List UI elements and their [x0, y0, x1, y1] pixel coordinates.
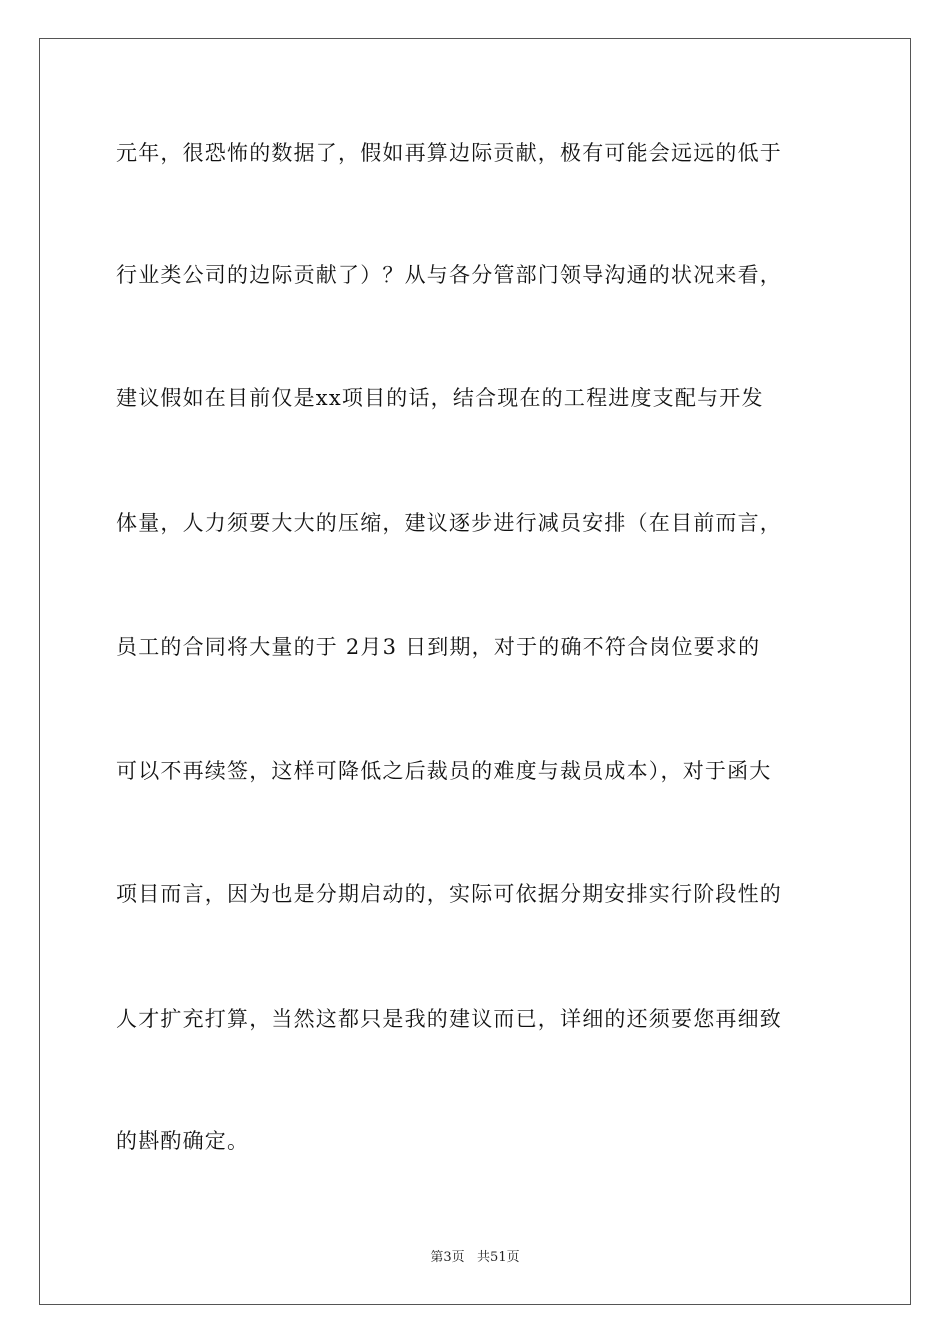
text-line-3: 建议假如在目前仅是xx项目的话，结合现在的工程进度支配与开发	[116, 386, 764, 410]
text-line-9: 的斟酌确定。	[116, 1129, 250, 1153]
text-line-4: 体量，人力须要大大的压缩，建议逐步进行减员安排（在目前而言，	[116, 511, 782, 535]
text-line-7: 项目而言，因为也是分期启动的，实际可依据分期安排实行阶段性的	[116, 882, 782, 906]
text-line-2: 行业类公司的边际贡献了）？从与各分管部门领导沟通的状况来看，	[116, 263, 782, 287]
text-line-5: 员工的合同将大量的于 2月3 日到期，对于的确不符合岗位要求的	[116, 635, 761, 659]
page-number-footer: 第3页 共51页	[430, 1250, 520, 1265]
text-line-1: 元年，很恐怖的数据了，假如再算边际贡献，极有可能会远远的低于	[116, 141, 782, 165]
text-line-8: 人才扩充打算，当然这都只是我的建议而已，详细的还须要您再细致	[116, 1007, 782, 1031]
page-border	[39, 38, 911, 1305]
text-line-6: 可以不再续签，这样可降低之后裁员的难度与裁员成本），对于函大	[116, 759, 772, 783]
